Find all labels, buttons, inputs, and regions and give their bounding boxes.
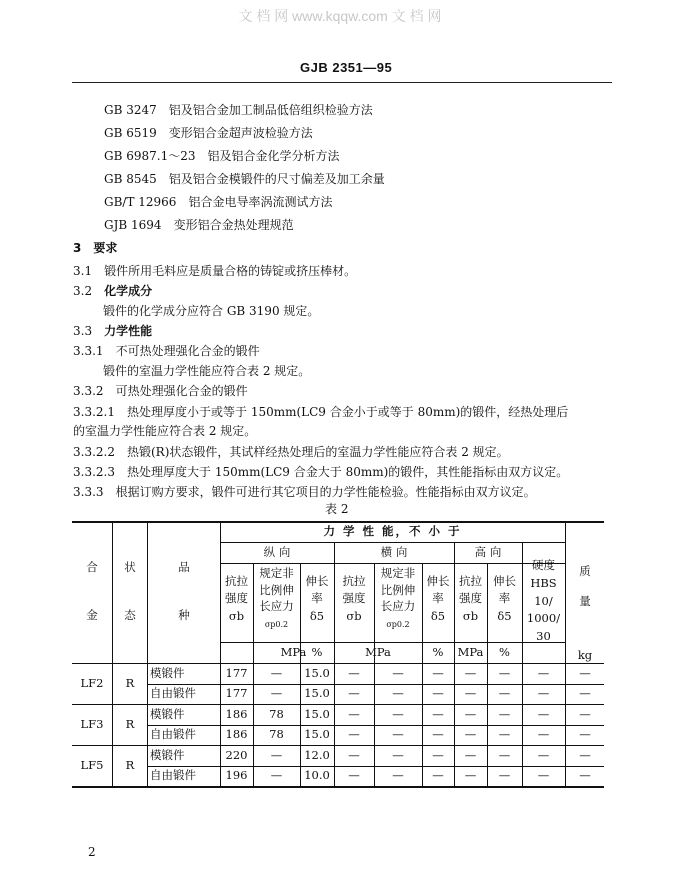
dash-cell: — xyxy=(464,768,477,782)
dash-cell: — xyxy=(498,748,511,762)
row-divider xyxy=(147,684,604,685)
reference-item: GB 6519 变形铝合金超声波检验方法 xyxy=(104,126,313,140)
elong-cell: 15.0 xyxy=(304,666,330,680)
paragraph: 3.3.2.2 热锻(R)状态锻件，其试样经热处理后的室温力学性能应符合表 2 规定。 xyxy=(73,445,509,459)
unit-mpa: MPa xyxy=(365,645,391,659)
dash-cell: — xyxy=(392,686,404,700)
proof-cell: — xyxy=(270,686,283,700)
dash-cell: — xyxy=(392,727,404,741)
head-elongation-high: 伸长 率 δ5 xyxy=(493,574,516,623)
watermark: 文 档 网 www.kqqw.com 文 档 网 xyxy=(238,8,442,24)
elong-cell: 15.0 xyxy=(304,707,330,721)
dash-cell: — xyxy=(348,707,360,721)
head-proof: 规定非 比例伸 长应力 σp0.2 xyxy=(380,566,416,630)
dash-cell: — xyxy=(432,666,444,680)
dash-cell: — xyxy=(432,686,444,700)
col-rule xyxy=(220,521,221,786)
tensile-cell: 186 xyxy=(225,707,248,721)
dash-cell: — xyxy=(498,768,511,782)
section-heading: 3 要求 xyxy=(73,241,118,255)
dash-cell: — xyxy=(392,666,404,680)
head-high: 高 向 xyxy=(474,545,502,559)
proof-cell: — xyxy=(270,768,283,782)
dash-cell: — xyxy=(537,768,550,782)
dash-cell: — xyxy=(498,666,511,680)
proof-cell: 78 xyxy=(269,707,284,721)
elong-cell: 12.0 xyxy=(304,748,330,762)
head-proof: 规定非 比例伸 长应力 σp0.2 xyxy=(259,566,294,630)
variety-cell: 自由锻件 xyxy=(150,768,196,782)
unit-kg: kg xyxy=(577,648,593,662)
unit-rule xyxy=(220,642,565,643)
dash-cell: — xyxy=(537,748,550,762)
dash-cell: — xyxy=(348,727,360,741)
dash-cell: — xyxy=(348,748,360,762)
dash-cell: — xyxy=(579,748,591,762)
dash-cell: — xyxy=(348,666,360,680)
tensile-cell: 186 xyxy=(225,727,248,741)
head-tensile-high: 抗拉 强度 σb xyxy=(459,574,482,623)
tensile-cell: 220 xyxy=(225,748,248,762)
dash-cell: — xyxy=(498,727,511,741)
variety-cell: 模锻件 xyxy=(150,748,185,762)
dash-cell: — xyxy=(537,707,550,721)
dash-cell: — xyxy=(464,748,477,762)
head-variety: 品 种 xyxy=(178,560,190,623)
variety-cell: 模锻件 xyxy=(150,707,185,721)
dash-cell: — xyxy=(464,686,477,700)
variety-cell: 自由锻件 xyxy=(150,727,196,741)
dash-cell: — xyxy=(464,707,477,721)
table-head-rule xyxy=(72,663,604,664)
dash-cell: — xyxy=(432,727,444,741)
dash-cell: — xyxy=(579,768,591,782)
dash-cell: — xyxy=(537,727,550,741)
section-heading: 3.2 化学成分 xyxy=(73,284,153,298)
paragraph: 3.3.2.1 热处理厚度小于或等于 150mm(LC9 合金小于或等于 80mm)的锻件，经热处理后 xyxy=(73,405,569,419)
reference-item: GB 8545 铝及铝合金模锻件的尺寸偏差及加工余量 xyxy=(104,172,385,186)
dash-cell: — xyxy=(348,686,360,700)
head-hardness: 硬度 HBS 10/ 1000/ 30 xyxy=(526,558,561,644)
head-group: 力 学 性 能，不 小 于 xyxy=(323,524,462,538)
row-divider xyxy=(147,766,604,767)
group-divider xyxy=(72,704,604,705)
paragraph: 3.3.2.3 热处理厚度大于 150mm(LC9 合金大于 80mm)的锻件，其性能指标由双方议定。 xyxy=(73,465,569,479)
alloy-cell: LF3 xyxy=(80,717,104,731)
dash-cell: — xyxy=(464,666,477,680)
dash-cell: — xyxy=(392,707,404,721)
dash-cell: — xyxy=(579,666,591,680)
paragraph: 3.1 锻件所用毛料应是质量合格的铸锭或挤压棒材。 xyxy=(73,264,357,278)
dash-cell: — xyxy=(579,727,591,741)
table-bottom-rule xyxy=(72,786,604,788)
unit-pct: % xyxy=(311,645,323,659)
dash-cell: — xyxy=(537,686,550,700)
paragraph: 的室温力学性能应符合表 2 规定。 xyxy=(73,424,257,438)
tensile-cell: 177 xyxy=(225,686,248,700)
dash-cell: — xyxy=(432,707,444,721)
head-mass: 质 量 xyxy=(579,564,591,608)
dash-cell: — xyxy=(464,727,477,741)
paragraph: 3.3.2 可热处理强化合金的锻件 xyxy=(73,384,248,398)
dash-cell: — xyxy=(392,748,404,762)
reference-item: GJB 1694 变形铝合金热处理规范 xyxy=(104,218,294,232)
page-number: 2 xyxy=(88,845,96,859)
tensile-cell: 177 xyxy=(225,666,248,680)
dash-cell: — xyxy=(348,768,360,782)
dash-cell: — xyxy=(579,707,591,721)
dash-cell: — xyxy=(537,666,550,680)
dash-cell: — xyxy=(432,748,444,762)
alloy-cell: LF5 xyxy=(80,758,104,772)
elong-cell: 10.0 xyxy=(304,768,330,782)
table-caption: 表 2 xyxy=(325,502,349,516)
alloy-cell: LF2 xyxy=(80,676,104,690)
unit-mpa: MPa xyxy=(457,645,484,659)
dash-cell: — xyxy=(498,707,511,721)
group-rule xyxy=(220,542,565,543)
dash-cell: — xyxy=(579,686,591,700)
head-tensile: 抗拉 强度 σb xyxy=(225,574,248,623)
properties-table xyxy=(72,521,604,791)
head-state: 状 态 xyxy=(124,560,136,623)
state-cell: R xyxy=(125,717,135,731)
variety-cell: 自由锻件 xyxy=(150,686,196,700)
dash-cell: — xyxy=(392,768,404,782)
head-alloy: 合 金 xyxy=(86,560,98,623)
subgroup-rule xyxy=(220,563,565,564)
tensile-cell: 196 xyxy=(225,768,248,782)
dash-cell: — xyxy=(498,686,511,700)
reference-item: GB/T 12966 铝合金电导率涡流测试方法 xyxy=(104,195,333,209)
dash-cell: — xyxy=(432,768,444,782)
reference-item: GB 3247 铝及铝合金加工制品低倍组织检验方法 xyxy=(104,103,373,117)
paragraph: 锻件的室温力学性能应符合表 2 规定。 xyxy=(103,364,311,378)
row-divider xyxy=(147,725,604,726)
elong-cell: 15.0 xyxy=(304,686,330,700)
section-heading: 3.3 力学性能 xyxy=(73,324,153,338)
elong-cell: 15.0 xyxy=(304,727,330,741)
unit-pct: % xyxy=(432,645,444,659)
paragraph: 3.3.1 不可热处理强化合金的锻件 xyxy=(73,344,260,358)
paragraph: 3.3.3 根据订购方要求，锻件可进行其它项目的力学性能检验。性能指标由双方议定。 xyxy=(73,485,536,499)
unit-pct: % xyxy=(499,645,510,659)
state-cell: R xyxy=(125,676,135,690)
head-elongation: 伸长 率 δ5 xyxy=(305,574,329,623)
table-top-rule xyxy=(72,521,604,523)
paragraph: 锻件的化学成分应符合 GB 3190 规定。 xyxy=(103,304,320,318)
state-cell: R xyxy=(125,758,135,772)
reference-item: GB 6987.1～23 铝及铝合金化学分析方法 xyxy=(104,149,340,163)
group-divider xyxy=(72,745,604,746)
document-header: GJB 2351—95 xyxy=(300,60,393,75)
head-transverse: 横 向 xyxy=(380,545,408,559)
head-tensile: 抗拉 强度 σb xyxy=(342,574,366,623)
head-elongation: 伸长 率 δ5 xyxy=(426,574,450,623)
head-longitudinal: 纵 向 xyxy=(263,545,291,559)
header-rule xyxy=(72,82,612,83)
unit-mpa: MPa xyxy=(280,645,307,659)
proof-cell: — xyxy=(270,748,283,762)
variety-cell: 模锻件 xyxy=(150,666,185,680)
proof-cell: 78 xyxy=(269,727,284,741)
proof-cell: — xyxy=(270,666,283,680)
